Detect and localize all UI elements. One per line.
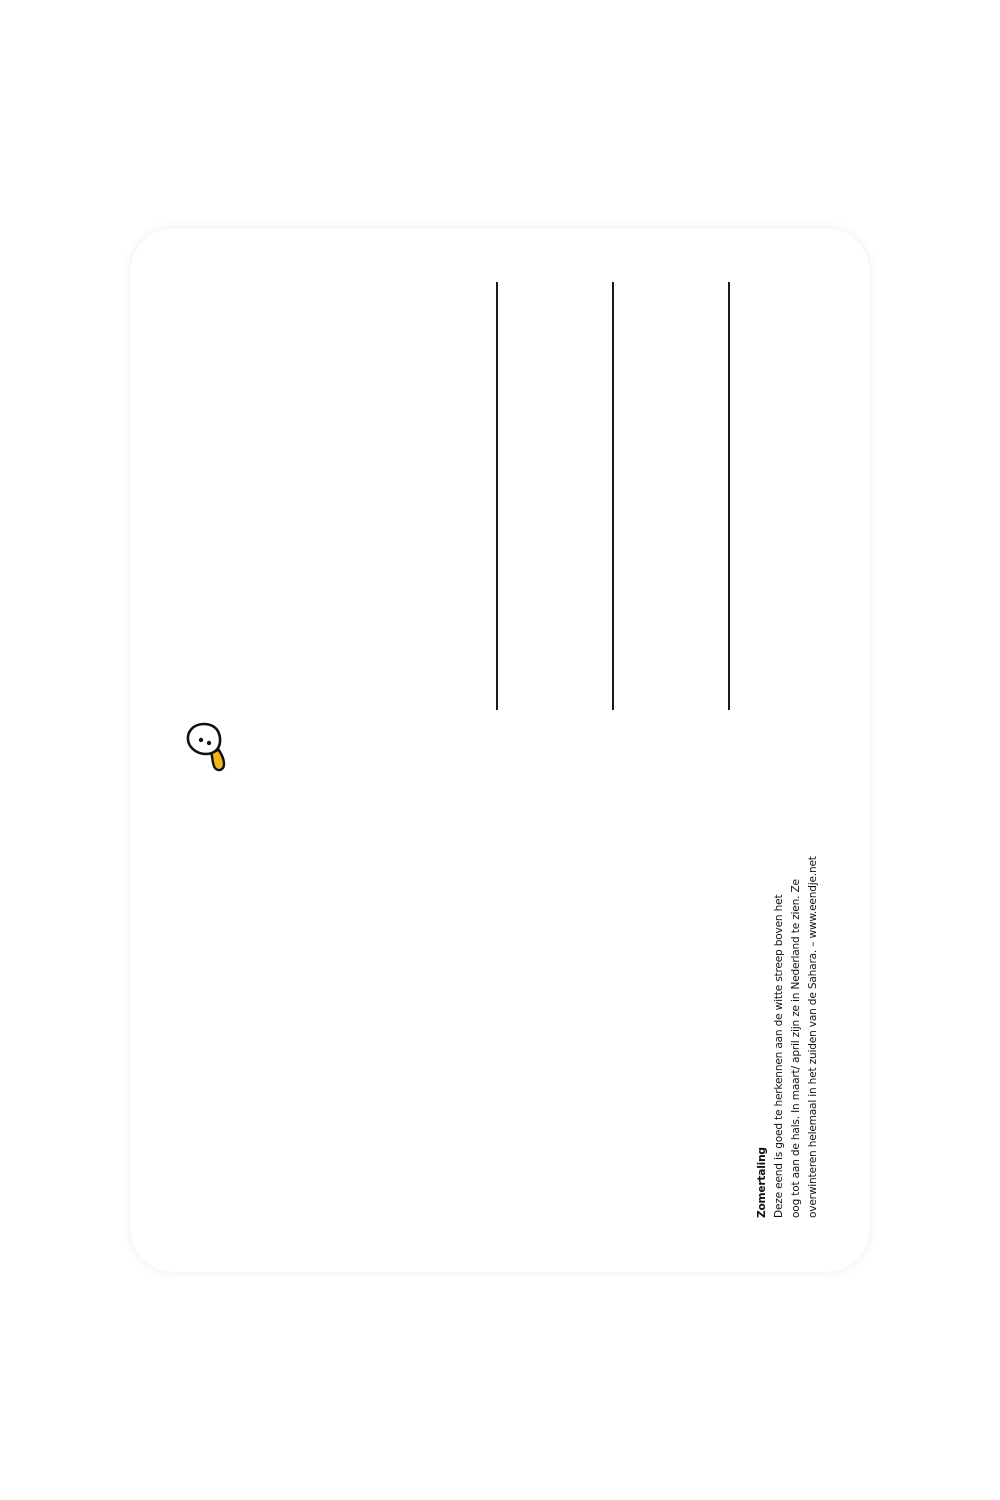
address-line [496, 282, 498, 710]
address-line [728, 282, 730, 710]
duck-head-icon [184, 722, 228, 780]
postcard-back [130, 228, 870, 1272]
address-line [612, 282, 614, 710]
caption-line: oog tot aan de hals. In maart/ april zijn ze in Nederland te zien. Ze [790, 879, 802, 1218]
caption-line: overwinteren helemaal in het zuiden van de Sahara. – www.eendje.net [807, 856, 819, 1218]
caption-title: Zomertaling [756, 1147, 768, 1218]
caption-text [754, 818, 822, 1218]
caption-line: Deze eend is goed te herkennen aan de witte streep boven het [773, 894, 785, 1218]
